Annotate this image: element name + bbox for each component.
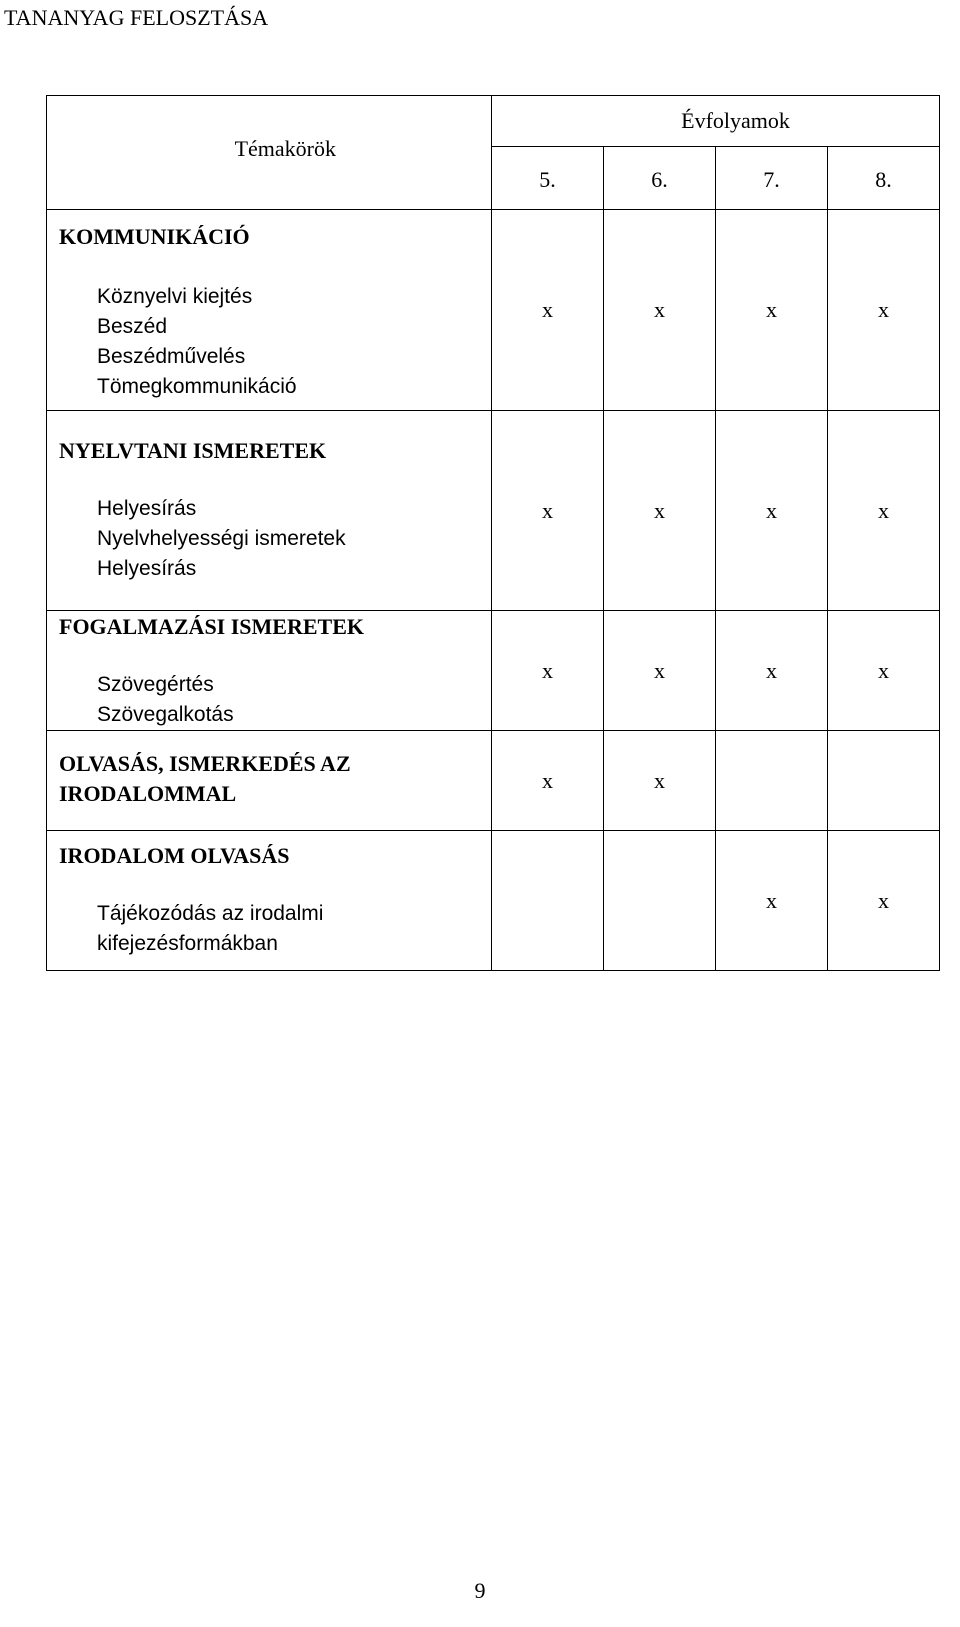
grade-mark-8: x [828,611,940,731]
table-row-fogalmazasi-ismeretek [47,611,940,731]
subtopic-list [47,899,491,959]
table-row-irodalom-olvasas [47,831,940,971]
section-title: NYELVTANI ISMERETEK [59,438,327,463]
grade-mark-7: x [716,210,828,411]
page-number: 9 [474,1578,486,1603]
grade-mark-6: x [604,731,716,831]
grade-mark-8 [828,731,940,831]
grade-mark-7: x [716,611,828,731]
grade-mark-5: x [492,731,604,831]
subtopic-list [47,670,491,730]
section-title: OLVASÁS, ISMERKEDÉS AZ IRODALOMMAL [59,751,351,806]
grade-mark-6: x [604,411,716,611]
grades-column-header: Évfolyamok [492,96,940,147]
section-title: IRODALOM OLVASÁS [59,843,290,868]
table-row-olvasas-ismerkedes [47,731,940,831]
grade-mark-7: x [716,831,828,971]
grade-mark-8: x [828,831,940,971]
subtopic-item: Beszéd [97,315,168,338]
grade-header-6: 6. [604,147,716,210]
grade-mark-8: x [828,210,940,411]
topic-cell [47,831,492,971]
grade-mark-5 [492,831,604,971]
grade-header-7: 7. [716,147,828,210]
topic-cell [47,411,492,611]
grade-header-8: 8. [828,147,940,210]
subtopic-item: Szövegértés [97,673,214,696]
grade-mark-6: x [604,210,716,411]
topic-column-header: Témakörök [47,96,492,210]
grade-mark-7: x [716,411,828,611]
subtopic-list [47,282,491,402]
grade-mark-7 [716,731,828,831]
grade-mark-6 [604,831,716,971]
subtopic-item: Szövegalkotás [97,703,234,726]
section-title: FOGALMAZÁSI ISMERETEK [59,614,364,639]
document-title: TANANYAG FELOSZTÁSA [4,5,269,30]
table-row-nyelvtani-ismeretek [47,411,940,611]
grade-mark-6: x [604,611,716,731]
subtopic-item: Tömegkommunikáció [97,375,297,398]
header-row-years [47,96,940,147]
subtopic-item: Tájékozódás az irodalmi kifejezésformákban [97,902,324,955]
subtopic-item: Nyelvhelyességi ismeretek [97,527,346,550]
subtopic-item: Beszédművelés [97,345,246,368]
grade-mark-5: x [492,411,604,611]
subtopic-item: Helyesírás [97,557,197,580]
section-title: KOMMUNIKÁCIÓ [59,224,250,249]
topic-cell [47,731,492,831]
grade-mark-8: x [828,411,940,611]
curriculum-table [46,95,940,971]
topic-cell [47,210,492,411]
grade-mark-5: x [492,210,604,411]
topic-cell [47,611,492,731]
grade-mark-5: x [492,611,604,731]
subtopic-list [47,494,491,584]
table-row-kommunikacio [47,210,940,411]
grade-header-5: 5. [492,147,604,210]
subtopic-item: Helyesírás [97,497,197,520]
subtopic-item: Köznyelvi kiejtés [97,285,253,308]
